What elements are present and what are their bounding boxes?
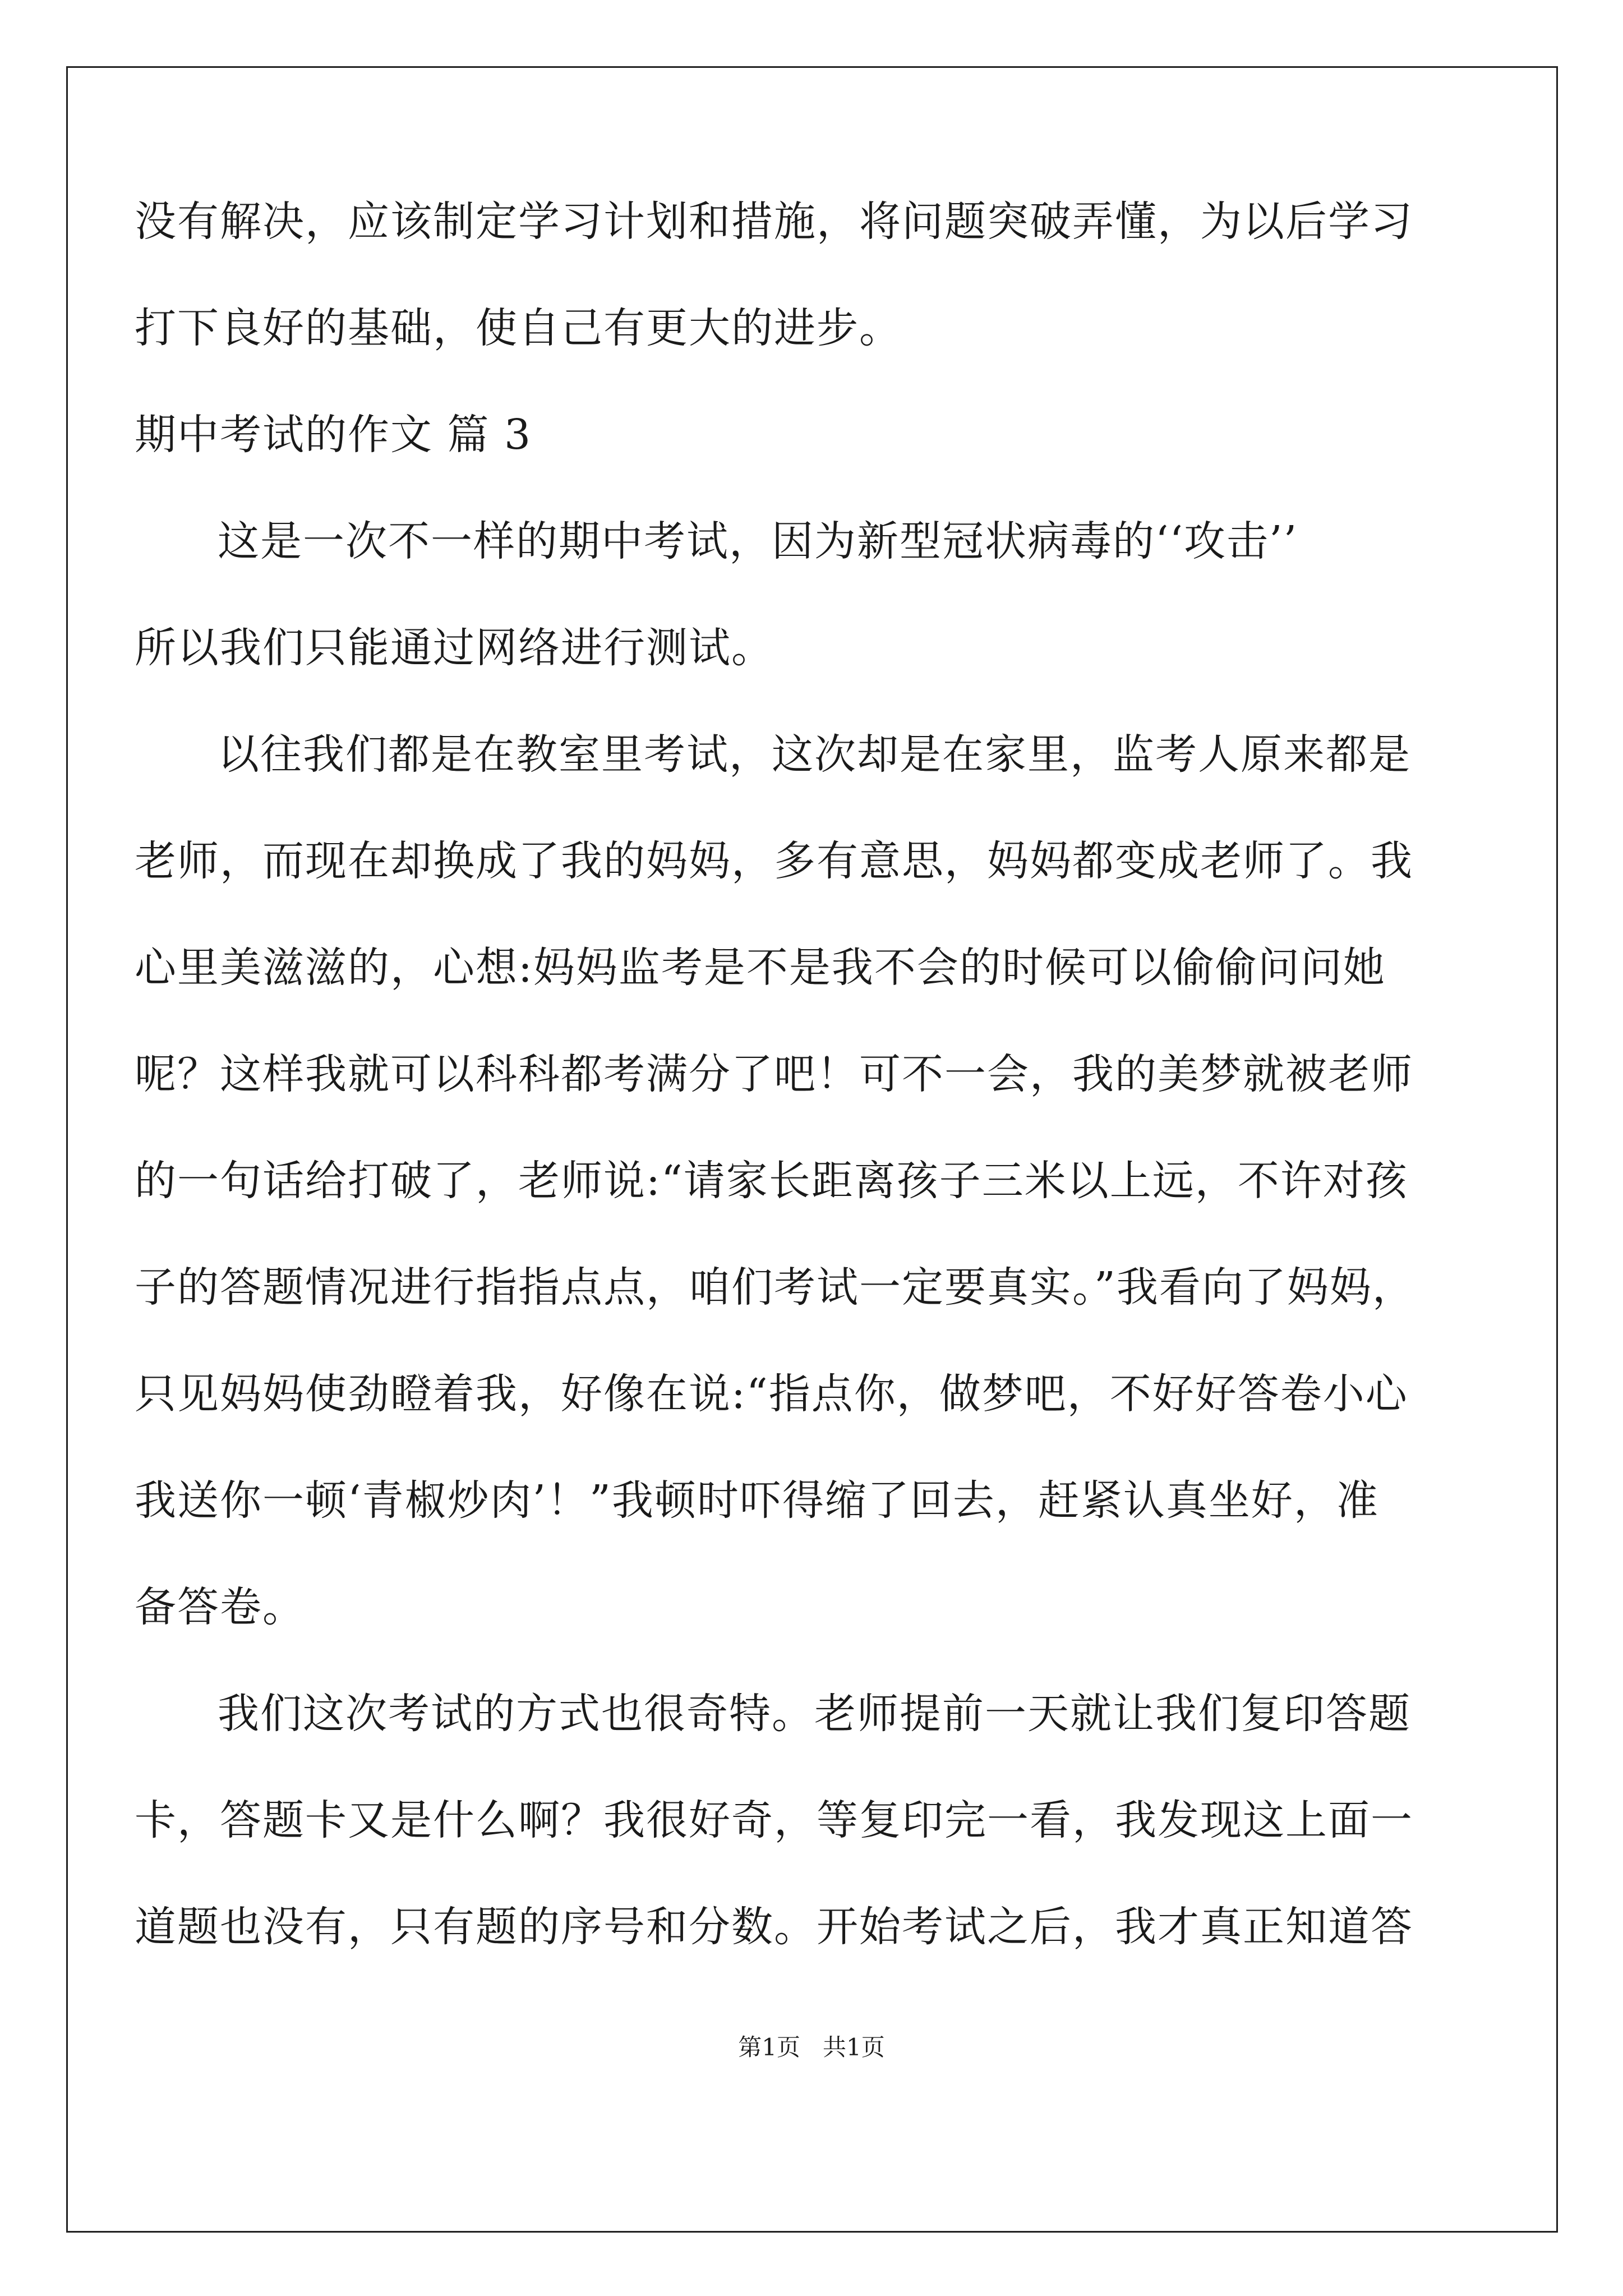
paragraph [135,1660,1447,1980]
text-line: 没有解决，应该制定学习计划和措施，将问题突破弄懂，为以后学习 [135,197,1413,246]
page-number-footer: 第1页 共1页 [738,2033,885,2061]
paragraph [135,488,1447,701]
text-line: 心里美滋滋的，心想:妈妈监考是不是我不会的时候可以偷偷问问她 [135,944,1386,992]
text-line: 以往我们都是在教室里考试，这次却是在家里，监考人原来都是 [218,730,1411,779]
text-line: 道题也没有，只有题的序号和分数。开始考试之后，我才真正知道答 [135,1903,1413,1951]
text-line: 子的答题情况进行指指点点，咱们考试一定要真实。”我看向了妈妈， [135,1263,1415,1312]
text-line: 这是一次不一样的期中考试，因为新型冠状病毒的‘‘攻击’’ [218,517,1298,565]
text-line: 老师，而现在却换成了我的妈妈，多有意思，妈妈都变成老师了。我 [135,837,1413,885]
text-line: 备答卷。 [135,1583,305,1631]
document-body [135,168,1447,1980]
paragraph [135,701,1447,1660]
text-line: 呢？这样我就可以科科都考满分了吧！可不一会，我的美梦就被老师 [135,1050,1413,1098]
text-line: 只见妈妈使劲瞪着我，好像在说:“指点你，做梦吧，不好好答卷小心 [135,1370,1408,1418]
text-line: 卡，答题卡又是什么啊？我很好奇，等复印完一看，我发现这上面一 [135,1796,1413,1844]
text-line: 我送你一顿‘青椒炒肉’！”我顿时吓得缩了回去，赶紧认真坐好，准 [135,1476,1379,1525]
text-line: 我们这次考试的方式也很奇特。老师提前一天就让我们复印答题 [218,1690,1411,1738]
text-line: 打下良好的基础，使自己有更大的进步。 [135,304,902,352]
section-heading: 期中考试的作文 篇 3 [135,411,532,459]
text-line: 的一句话给打破了，老师说:“请家长距离孩子三米以上远，不许对孩 [135,1157,1408,1205]
text-line: 所以我们只能通过网络进行测试。 [135,624,774,672]
